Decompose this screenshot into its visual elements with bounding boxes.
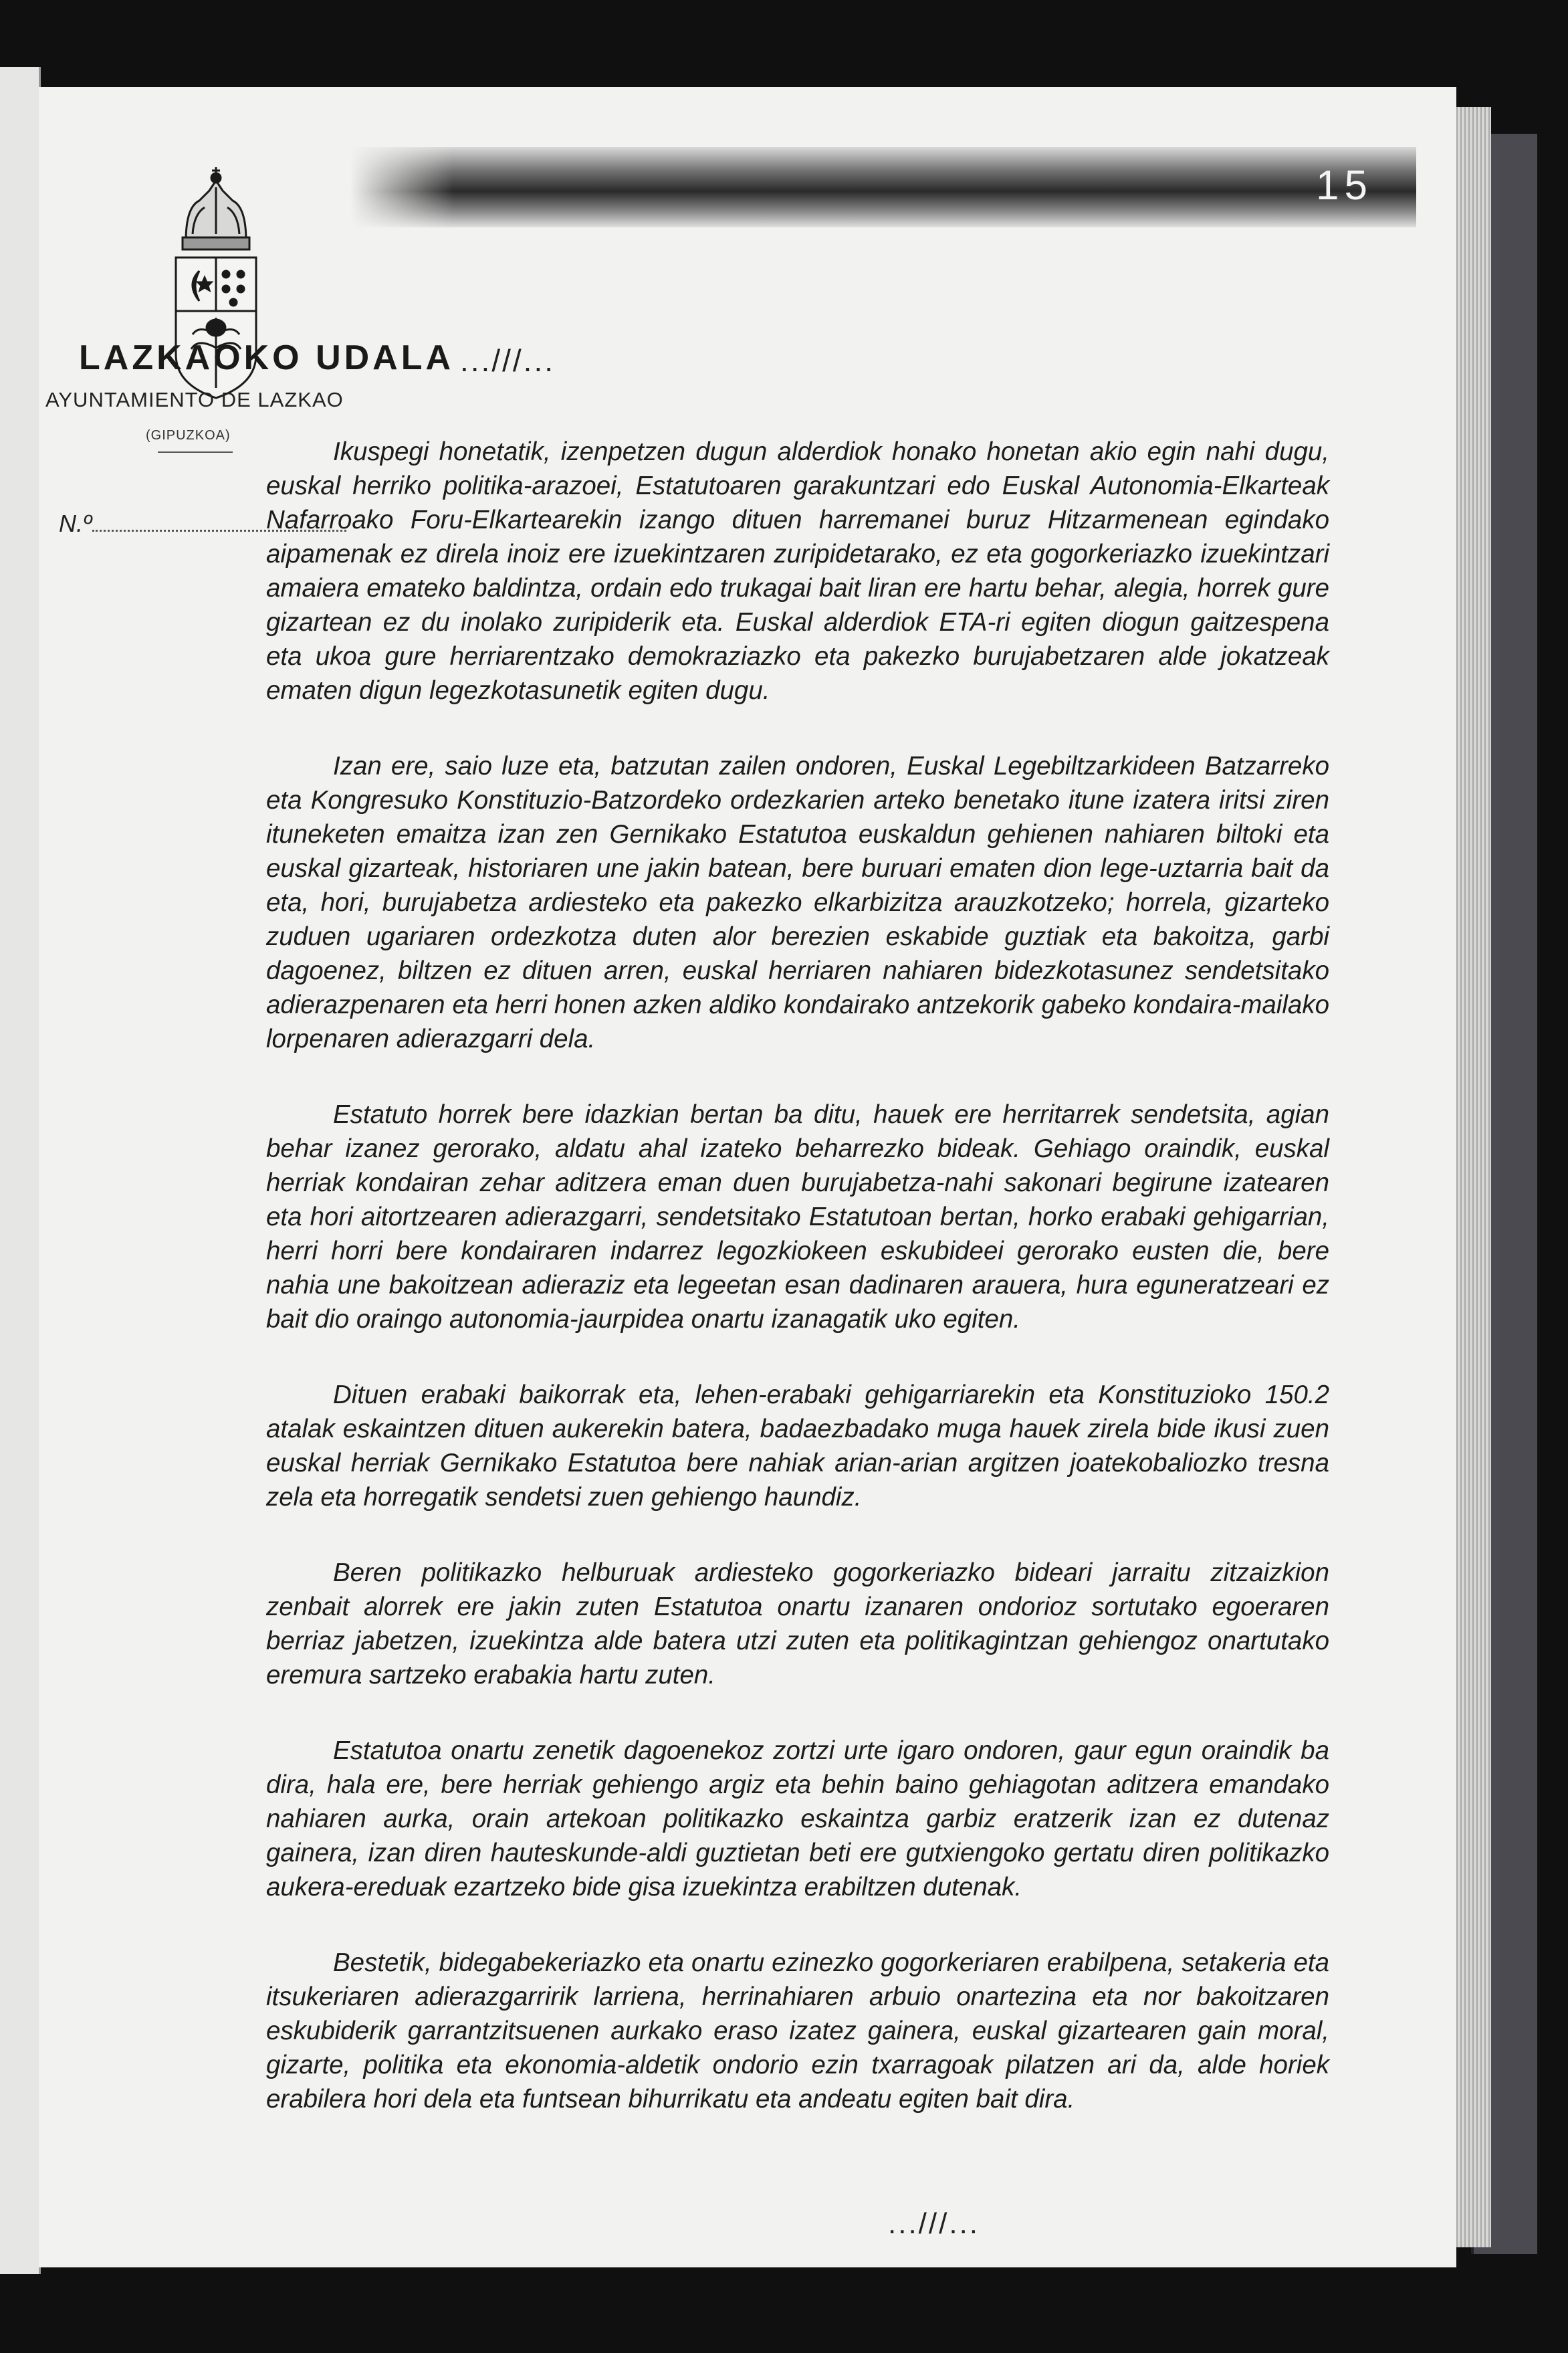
body-paragraph: Bestetik, bidegabekeriazko eta onartu ezinezko gogorkeriaren erabilpena, setakeria eta itsukeriaren adierazgarririk larriena, herrinahiaren arbuio onartezina eta nor bakoitzaren eskubiderik garrantzitsuenen aurkako eraso izatez gainera, euskal gizartearen gain moral, gizarte, politika eta ekonomia-aldetik ondorio ezin txarragoak pilatzen ari da, alde horiek erabilera hori dela eta funtsean bihurrikatu eta andeatu egiten bait dira. — [266, 1948, 1329, 2114]
body-paragraph: Izan ere, saio luze eta, batzutan zailen ondoren, Euskal Legebiltzarkideen Batzarreko eta Kongresuko Konstituzio-Batzordeko ordezkarien arteko benetako itune izatera iritsi ziren ituneketen emaitza izan zen Gernikako Estatutoa euskaldun gehienen nahiaren biltoki eta euskal gizarteak, historiaren une jakin batean, bere buruari ematen dion lege-uztarria bait da eta, hori, burujabetza ardiesteko eta pakezko elkarbizitza arauzkotzeko; horrela, gizarteko zuduen ugariaren ordezkotza duten alor berezien eskabide guztiak eta bakoitza, garbi dagoenez, biltzen ez dituen arren, euskal herriaren nahiaren bidezkotasunez sendetsitako adierazpenaren eta herri honen azken aldiko kondairako antzekorik gabeko kondaira-mailako lorpenaren adierazgarri dela. — [266, 752, 1329, 1053]
body-paragraph: Estatuto horrek bere idazkian bertan ba ditu, hauek ere herritarrek sendetsita, agian behar izanez gerorako, aldatu ahal izateko beharrezko bideak. Gehiago oraindik, euskal herriak kondairan zehar aditzera eman duen burujabetza-nahi sakonari begirune izatearen eta hori aitortzearen adierazgarri, sendetsitako Estatutoan bertan, horko erabaki gehigarrian, herri horri bere kondairaren indarrez legozkiokeen eskubideei gerorako eusten die, bere nahia une bakoitzean adieraziz eta legeetan esan dadinaren arauera, hura eguneratzeari ez bait dio oraingo autonomia-jaurpidea onartu izanagatik uko egiten. — [266, 1100, 1329, 1334]
reference-number-label: N.º — [59, 510, 92, 537]
page-number: 15 — [1316, 163, 1373, 209]
document-body — [266, 435, 1329, 2116]
body-paragraph: Ikuspegi honetatik, izenpetzen dugun alderdiok honako honetan akio egin nahi dugu, euskal herriko politika-arazoei, Estatutoaren garakuntzari edo Euskal Autonomia-Elkarteak Nafarroako Foru-Elkartearekin izango dituen harremanei buruz Hitzarmenean egindako aipamenak ez direla inoiz ere izuekintzaren zuripidetarako, ez eta gogorkeriazko izuekintzari amaiera emateko baldintza, ordain edo trukagai bait liran ere hartu behar, alegia, horrek gure gizartean ez du inolako zuripiderik eta. Euskal alderdiok ETA-ri egiten diogun gaitzespena eta ukoa gure herriarentzako demokraziazko eta pakezko burujabetzaren alde jokatzeak ematen digun legezkotasunetik egiten dugu. — [266, 437, 1329, 705]
province-underline — [158, 451, 233, 453]
province-label: (GIPUZKOA) — [146, 428, 231, 443]
municipal-coat-of-arms-icon — [146, 134, 286, 421]
continuation-mark-bottom: ...///... — [888, 2207, 980, 2240]
body-paragraph: Estatutoa onartu zenetik dagoenekoz zortzi urte igaro ondoren, gaur egun oraindik ba dira, hala ere, bere herriak gehiengo argiz eta behin baino gehiagotan aditzera emandako nahiaren aurka, orain artekoan politikazko eskaintza garbiz eratzerik izan ez dutenaz gainera, izan diren hauteskunde-aldi guztietan beti ere gutxiengoko gertatu diren politikazko aukera-ereduak ezartzeko bide gisa izuekintza erabiltzen dutenak. — [266, 1736, 1329, 1902]
council-name-spanish: AYUNTAMIENTO DE LAZKAO — [45, 388, 344, 411]
document-page — [39, 87, 1456, 2267]
adjacent-page-edge — [0, 67, 41, 2274]
body-paragraph: Beren politikazko helburuak ardiesteko gogorkeriazko bideari jarraitu zitzaizkion zenbait alorrek ere jakin zuten Estatutoa onartu izanaren ondorioz sortutako egoeraren berriaz jabetzen, izuekintza alde batera utzi zuten eta politikagintzan gehiengoz onartutako eremura sartzeko erabakia hartu zuten. — [266, 1558, 1329, 1690]
continuation-mark-top: ...///... — [460, 343, 556, 378]
body-paragraph: Dituen erabaki baikorrak eta, lehen-erabaki gehigarriarekin eta Konstituzioko 150.2 atalak eskaintzen dituen aukerekin batera, badaezbadako muga hauek zirela bide ikusi zuen euskal herriak Gernikako Estatutoa bere nahiak arian-arian argitzen joatekobaliozko tresna zela eta horregatik sendetsi zuen gehiengo haundiz. — [266, 1380, 1329, 1512]
council-name: LAZKAOKO UDALA — [79, 338, 455, 377]
